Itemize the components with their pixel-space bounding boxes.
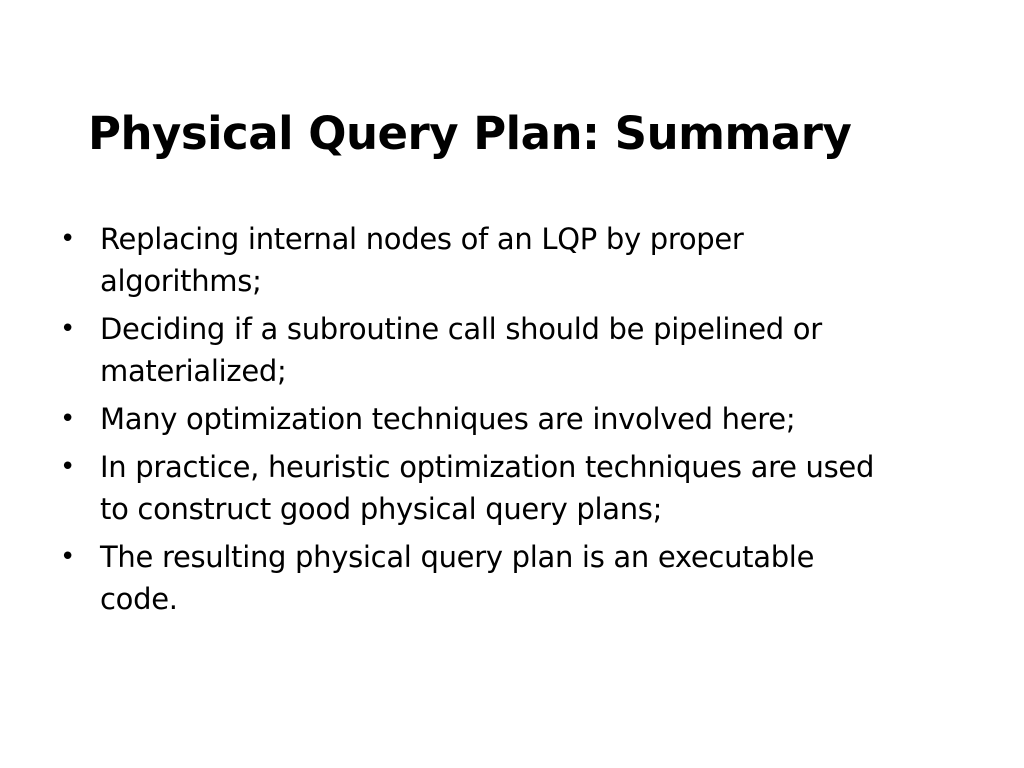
bullet-item [60, 218, 900, 302]
bullet-icon: • [60, 404, 76, 434]
bullet-text: The resulting physical query plan is an executable code. [100, 540, 815, 616]
bullet-icon: • [60, 224, 76, 254]
bullet-text: Many optimization techniques are involved here; [100, 402, 796, 436]
bullet-item [60, 446, 900, 530]
bullet-list [60, 218, 900, 626]
slide-title: Physical Query Plan: Summary [88, 107, 852, 160]
bullet-item [60, 398, 900, 440]
bullet-icon: • [60, 314, 76, 344]
bullet-item [60, 308, 900, 392]
bullet-icon: • [60, 452, 76, 482]
bullet-icon: • [60, 542, 76, 572]
bullet-text: Replacing internal nodes of an LQP by proper algorithms; [100, 222, 744, 298]
bullet-text: In practice, heuristic optimization techniques are used to construct good physical query plans; [100, 450, 875, 526]
bullet-text: Deciding if a subroutine call should be pipelined or materialized; [100, 312, 822, 388]
bullet-item [60, 536, 900, 620]
